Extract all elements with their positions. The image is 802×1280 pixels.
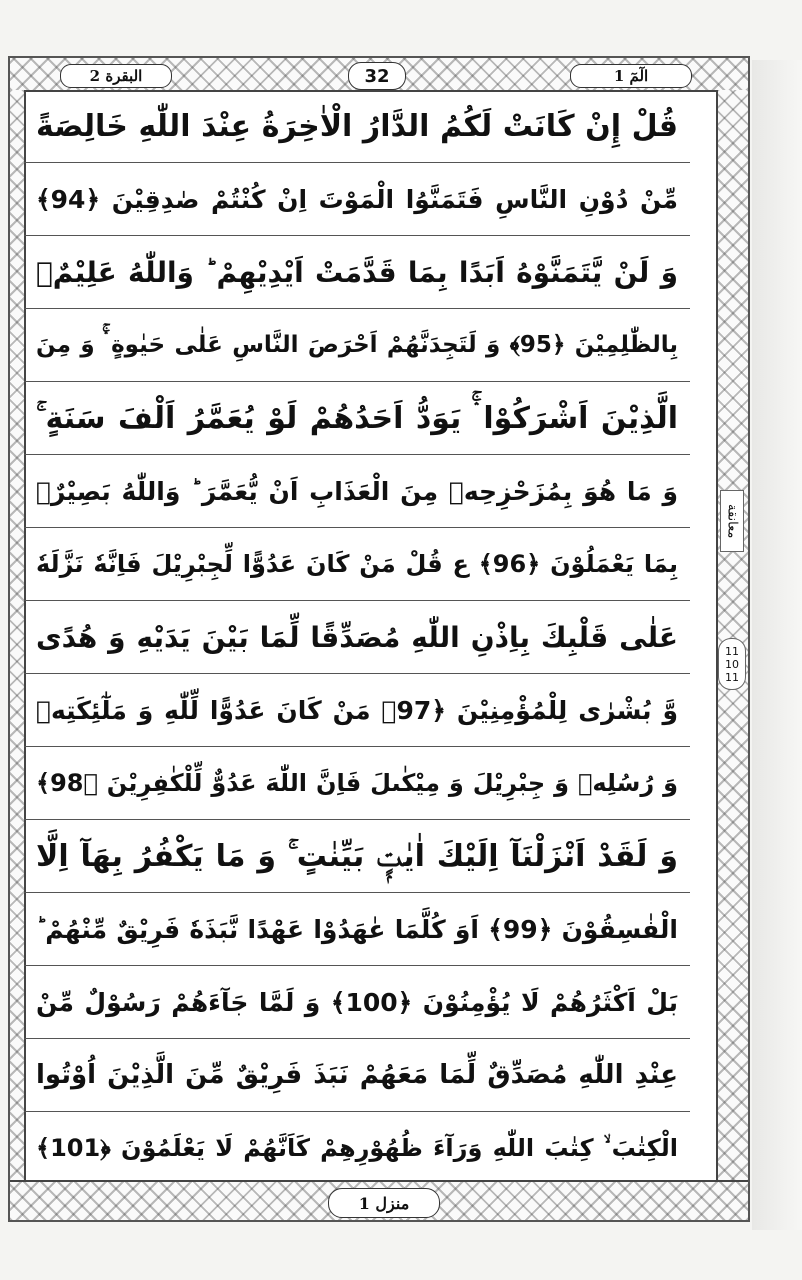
ruku-top: 11 xyxy=(725,644,739,658)
margin-note-muanaqa: معانقة xyxy=(720,490,744,552)
text-line-9: وَّ بُشْرٰى لِلْمُؤْمِنِيْنَ ﴿97﴾ مَنْ كَانَ عَدُوًّا لِّلّٰهِ وَ مَلٰٓئِكَتِهٖ xyxy=(24,674,690,747)
text-line-5: الَّذِيْنَ اَشْرَكُوْا ۛۚ يَوَدُّ اَحَدُهُمْ لَوْ يُعَمَّرُ اَلْفَ سَنَةٍ ۚ xyxy=(24,382,690,455)
text-line-4: بِالظّٰلِمِيْنَ ﴿95﴾ وَ لَتَجِدَنَّهُمْ اَحْرَصَ النَّاسِ عَلٰى حَيٰوةٍ ۛۚ وَ مِنَ xyxy=(24,309,690,382)
text-line-8: عَلٰى قَلْبِكَ بِاِذْنِ اللّٰهِ مُصَدِّقًا لِّمَا بَيْنَ يَدَيْهِ وَ هُدًى xyxy=(24,601,690,674)
juz-label: الٓمٓ 1 xyxy=(570,64,692,88)
surah-label: البقرة 2 xyxy=(60,64,172,88)
page-number: 32 xyxy=(348,62,406,90)
text-line-12: الْفٰسِقُوْنَ ﴿99﴾ اَوَ كُلَّمَا عٰهَدُوْا عَهْدًا نَّبَذَهٗ فَرِيْقٌ مِّنْهُمْ ؕ xyxy=(24,893,690,966)
text-line-2: مِّنْ دُوْنِ النَّاسِ فَتَمَنَّوُا الْمَوْتَ اِنْ كُنْتُمْ صٰدِقِيْنَ ﴿94﴾ xyxy=(24,163,690,236)
right-ornamental-border xyxy=(716,90,748,1182)
bottom-ornamental-border xyxy=(10,1180,748,1220)
page-shadow xyxy=(752,60,802,1230)
ruku-mid: 10 xyxy=(725,657,739,671)
text-line-6: وَ مَا هُوَ بِمُزَحْزِحِهٖ مِنَ الْعَذَابِ اَنْ يُّعَمَّرَ ؕ وَاللّٰهُ بَصِيْرٌۢ xyxy=(24,455,690,528)
mushaf-page xyxy=(8,56,750,1222)
quran-text-block xyxy=(24,90,690,1184)
text-line-3: وَ لَنْ يَّتَمَنَّوْهُ اَبَدًا بِمَا قَدَّمَتْ اَيْدِيْهِمْ ؕ وَاللّٰهُ عَلِيْمٌۢ xyxy=(24,236,690,309)
text-line-15: الْكِتٰبَ ۙ كِتٰبَ اللّٰهِ وَرَآءَ ظُهُوْرِهِمْ كَاَنَّهُمْ لَا يَعْلَمُوْنَ ﴿101﴾ xyxy=(36,1134,678,1162)
text-line-10: وَ رُسُلِهٖ وَ جِبْرِيْلَ وَ مِيْكٰىلَ فَاِنَّ اللّٰهَ عَدُوٌّ لِّلْكٰفِرِيْنَ ﴿98﴾ xyxy=(24,747,690,820)
text-line-13: بَلْ اَكْثَرُهُمْ لَا يُؤْمِنُوْنَ ﴿100﴾ وَ لَمَّا جَآءَهُمْ رَسُوْلٌ مِّنْ xyxy=(24,966,690,1039)
text-line-7: بِمَا يَعْمَلُوْنَ ﴿96﴾ ع قُلْ مَنْ كَانَ عَدُوًّا لِّجِبْرِيْلَ فَاِنَّهٗ نَزَّلَهٗ xyxy=(24,528,690,601)
text-line-11: وَ لَقَدْ اَنْزَلْنَآ اِلَيْكَ اٰيٰتٍۭ بَيِّنٰتٍ ۚ وَ مَا يَكْفُرُ بِهَآ اِلَّا xyxy=(24,820,690,893)
top-ornamental-border xyxy=(10,58,748,92)
ruku-bottom: 11 xyxy=(725,670,739,684)
text-line-14: عِنْدِ اللّٰهِ مُصَدِّقٌ لِّمَا مَعَهُمْ نَبَذَ فَرِيْقٌ مِّنَ الَّذِيْنَ اُوْتُوا xyxy=(24,1039,690,1112)
ruku-marker xyxy=(718,638,746,690)
manzil-label: منزل 1 xyxy=(328,1188,440,1218)
text-line-1: قُلْ إِنْ كَانَتْ لَكُمُ الدَّارُ الْاٰخِرَةُ عِنْدَ اللّٰهِ خَالِصَةً xyxy=(24,90,690,163)
